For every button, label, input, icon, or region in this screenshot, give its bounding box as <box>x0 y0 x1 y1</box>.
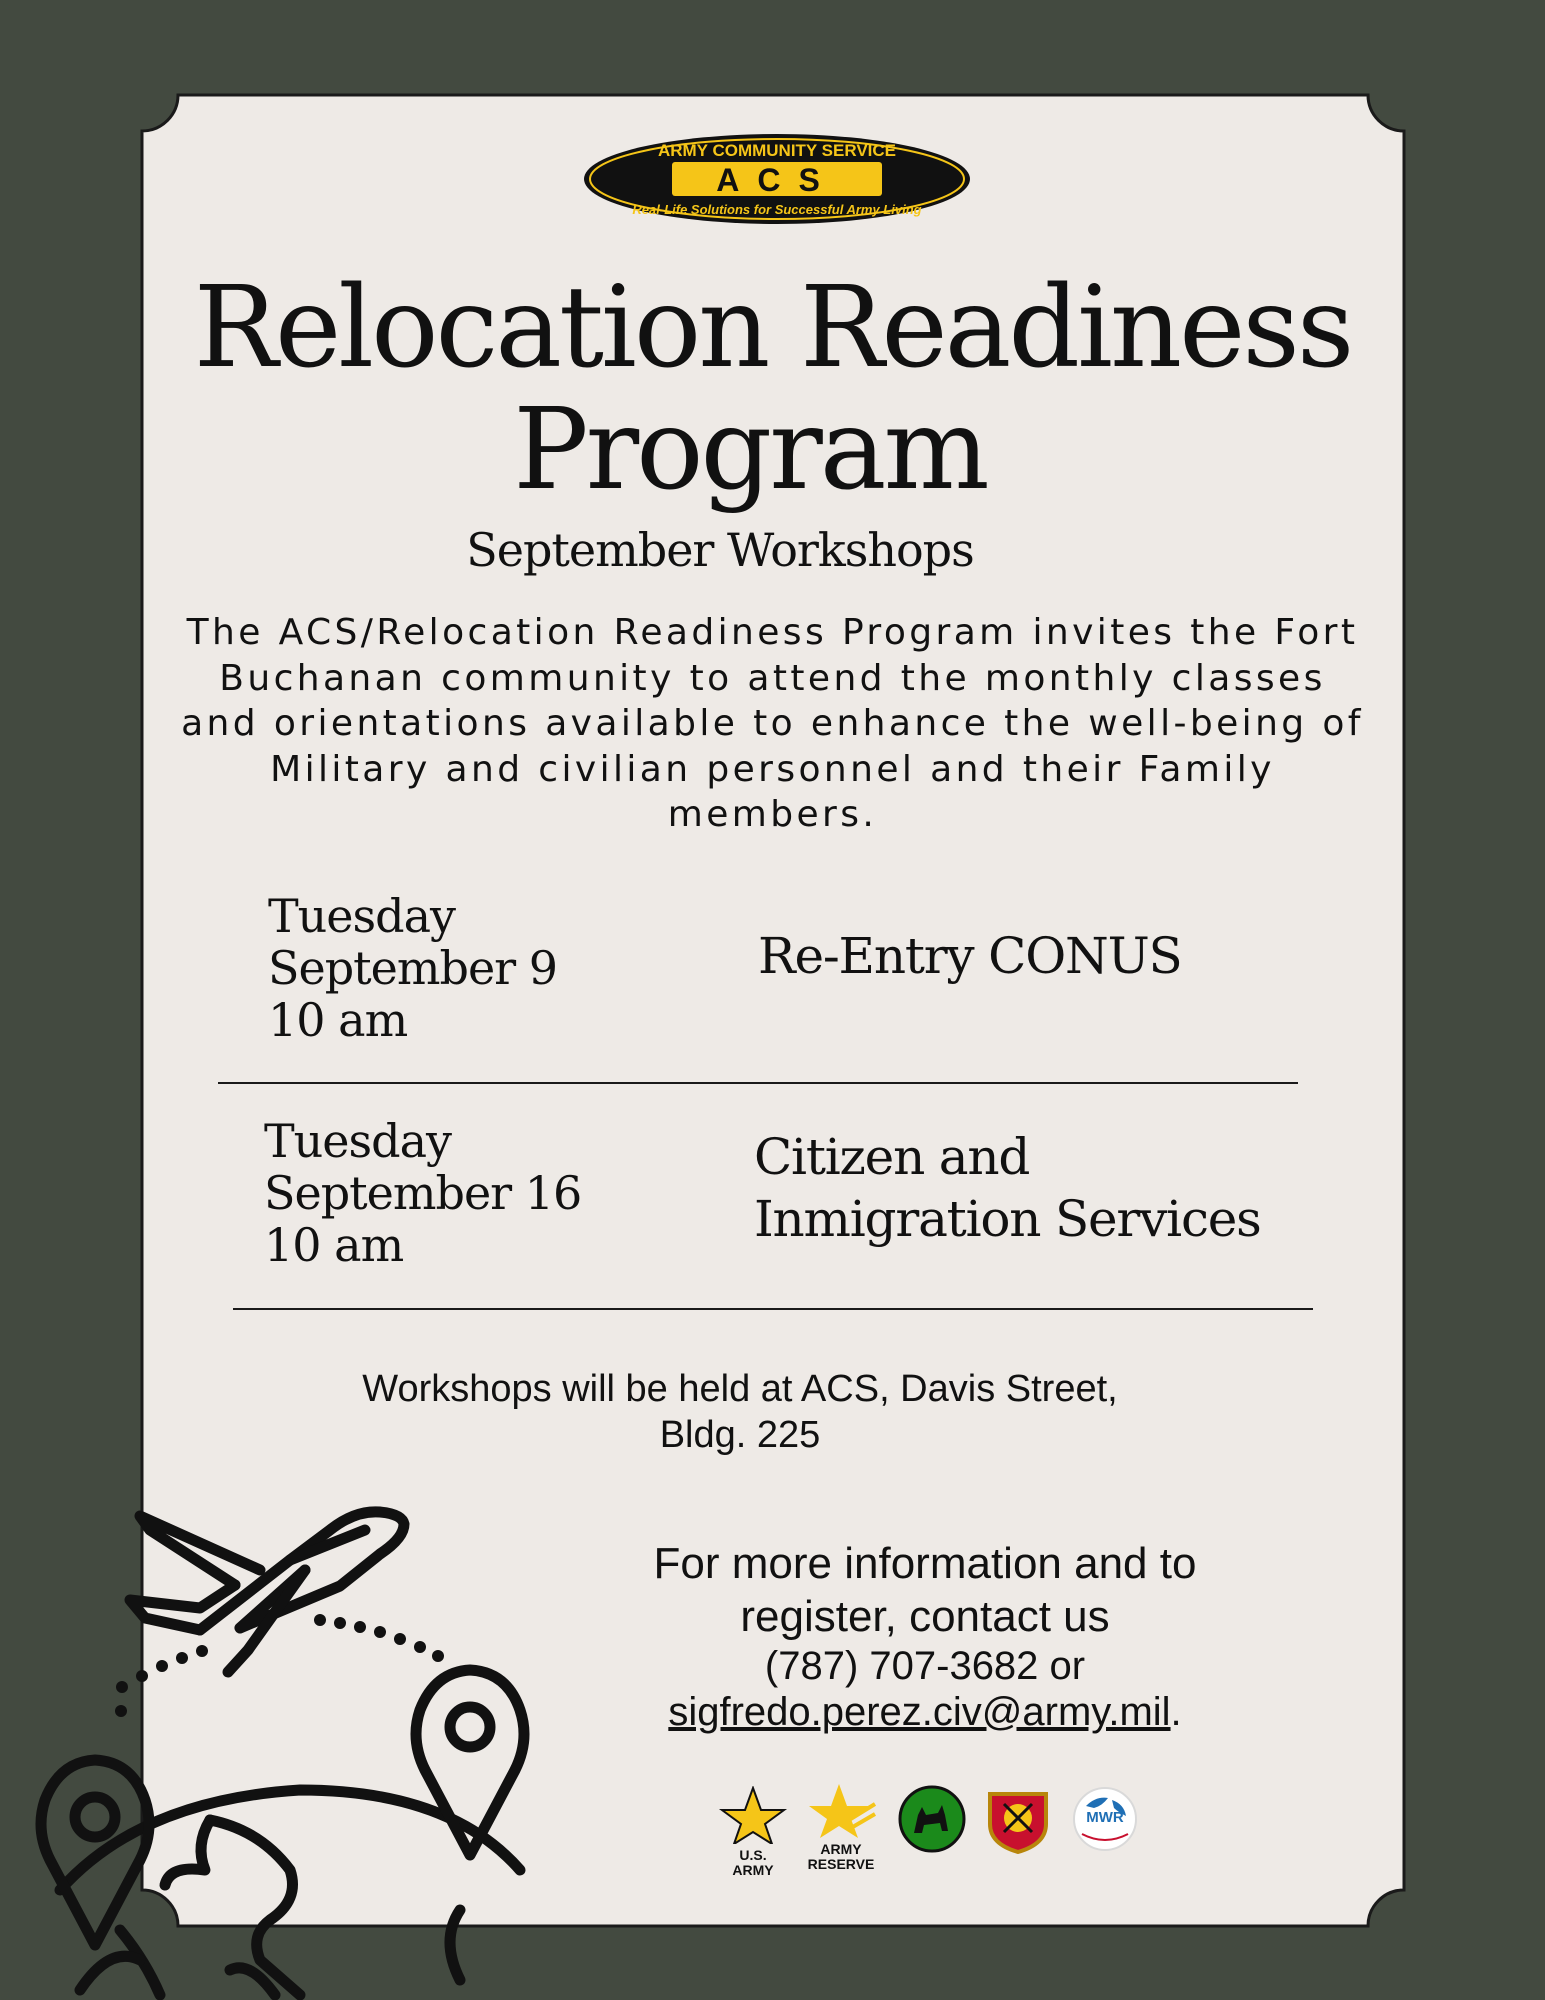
workshop-1-time: 10 am <box>268 993 408 1047</box>
mwr-logo: MWR <box>1072 1786 1138 1852</box>
dotted-flight-path <box>115 1614 444 1717</box>
email-link[interactable]: sigfredo.perez.civ@army.mil <box>668 1690 1171 1734</box>
workshop-1-title <box>758 925 1358 987</box>
workshop-2-date: September 16 <box>264 1166 582 1220</box>
location-text: Workshops will be held at ACS, Davis Street, Bldg. 225 <box>362 1368 1118 1456</box>
svg-text:ACS: ACS <box>716 162 838 198</box>
intro-paragraph: The ACS/Relocation Readiness Program invites the Fort Buchanan community to attend the monthly classes and orientations available to enhance the well-being of Military and civilian personnel and their Family members. <box>181 612 1364 835</box>
page-subtitle: September Workshops <box>466 523 974 577</box>
workshop-2-title-line1: Citizen and <box>754 1128 1030 1186</box>
travel-illustration <box>0 1490 560 2000</box>
divider <box>218 1082 1298 1084</box>
workshop-2-title-line2: Inmigration Services <box>754 1190 1261 1248</box>
star-icon <box>805 1780 877 1838</box>
workshop-1-day: Tuesday <box>268 889 455 943</box>
workshop-1-date: September 9 <box>268 941 558 995</box>
airplane-icon <box>130 1512 404 1672</box>
contact-block: For more information and to register, contact us (787) 707-3682 or sigfredo.perez.civ@army.mil. <box>580 1537 1270 1735</box>
acs-logo <box>582 132 972 227</box>
army-reserve-logo: ARMY RESERVE <box>805 1780 877 1872</box>
page-title-line2: Program <box>513 385 987 515</box>
page-title-line1: Relocation Readiness <box>193 263 1352 393</box>
cat-emblem-icon <box>898 1785 966 1853</box>
phone-number: (787) 707-3682 or <box>764 1644 1086 1688</box>
us-army-logo: U.S. ARMY <box>718 1786 788 1878</box>
workshop-2-time: 10 am <box>264 1218 404 1272</box>
workshop-2-title <box>754 1126 1314 1250</box>
svg-text:ARMY COMMUNITY SERVICE: ARMY COMMUNITY SERVICE <box>657 141 897 160</box>
workshop-2-day: Tuesday <box>264 1114 451 1168</box>
workshop-2-datetime <box>264 1115 684 1271</box>
workshop-1-datetime <box>268 890 688 1046</box>
workshop-1-title-line1: Re-Entry CONUS <box>758 927 1182 985</box>
crest-icon <box>982 1784 1054 1854</box>
divider <box>233 1308 1313 1310</box>
svg-text:Real-Life Solutions for Succes: Real-Life Solutions for Successful Army Living <box>632 202 922 217</box>
star-icon <box>718 1786 788 1844</box>
